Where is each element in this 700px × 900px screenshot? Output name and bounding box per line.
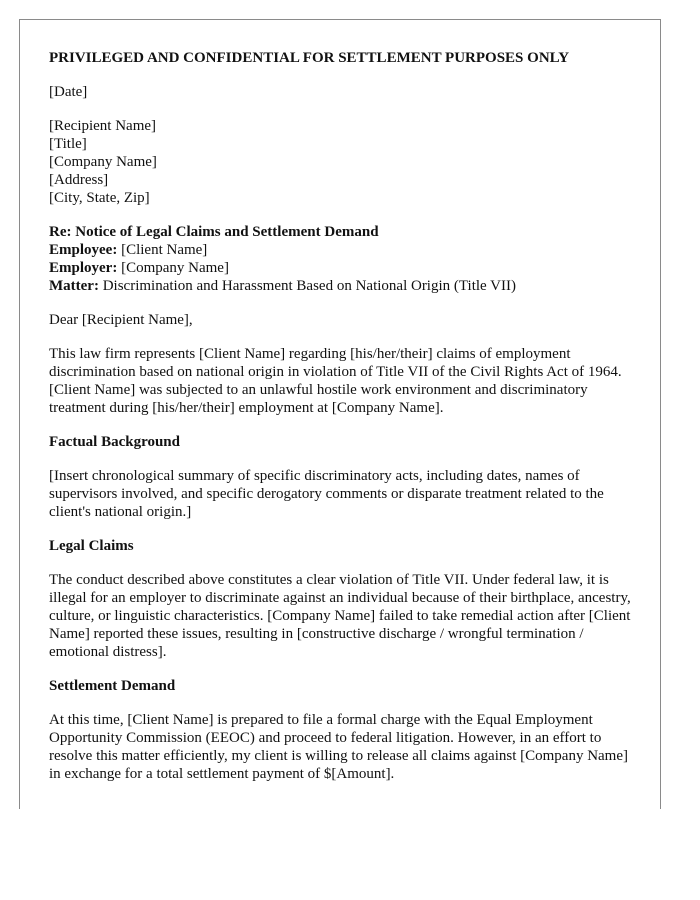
salutation: Dear [Recipient Name],: [49, 312, 193, 328]
section-title-legal-claims: Legal Claims: [49, 538, 134, 554]
employer-value: [Company Name]: [117, 260, 229, 276]
section-title-factual-background: Factual Background: [49, 434, 180, 450]
matter-value: Discrimination and Harassment Based on National Origin (Title VII): [98, 278, 516, 294]
recipient-company: [Company Name]: [49, 154, 157, 170]
section-body-factual-background: [Insert chronological summary of specific discriminatory acts, including dates, names of supervisors involved, and specific derogatory comments or disparate treatment related to the client's national origin.]: [49, 468, 604, 520]
matter-line: [49, 277, 631, 295]
intro-paragraph: This law firm represents [Client Name] regarding [his/her/their] claims of employment discrimination based on national origin in violation of Title VII of the Civil Rights Act of 1964. [Client Name] was subjected to an unlawful hostile work environment and discriminatory treatment during [his/her/their] employment at [Company Name].: [49, 346, 622, 416]
section-title-settlement-demand: Settlement Demand: [49, 678, 176, 694]
recipient-name: [Recipient Name]: [49, 118, 157, 134]
recipient-city-state-zip: [City, State, Zip]: [49, 190, 150, 206]
employee-value: [Client Name]: [117, 242, 208, 258]
recipient-block: [49, 117, 631, 207]
confidentiality-heading: PRIVILEGED AND CONFIDENTIAL FOR SETTLEMENT PURPOSES ONLY: [49, 50, 570, 66]
employee-label: Employee:: [49, 242, 118, 258]
matter-label: Matter:: [49, 278, 99, 294]
date-line: [49, 83, 631, 101]
recipient-title: [Title]: [49, 136, 87, 152]
employer-label: Employer:: [49, 260, 118, 276]
section-body-legal-claims: The conduct described above constitutes a clear violation of Title VII. Under federal law, it is illegal for an employer to discriminate against an individual because of their birthplace, ancestry, culture, or linguistic characteristics. [Company Name] failed to take remedial action after [Client Name] reported these issues, resulting in [constructive discharge / wrongful termination / emotional distress].: [49, 572, 631, 660]
section-body-settlement-demand: At this time, [Client Name] is prepared to file a formal charge with the Equal Employment Opportunity Commission (EEOC) and proceed to federal litigation. However, in an effort to resolve this matter efficiently, my client is willing to release all claims against [Company Name] in exchange for a total settlement payment of $[Amount].: [49, 712, 629, 782]
recipient-address: [Address]: [49, 172, 109, 188]
re-line: Re: Notice of Legal Claims and Settlement Demand: [49, 224, 379, 240]
employee-line: [49, 241, 631, 259]
re-block: [49, 223, 631, 295]
employer-line: [49, 259, 631, 277]
date-text: [Date]: [49, 84, 88, 100]
letter-page: [19, 19, 661, 809]
